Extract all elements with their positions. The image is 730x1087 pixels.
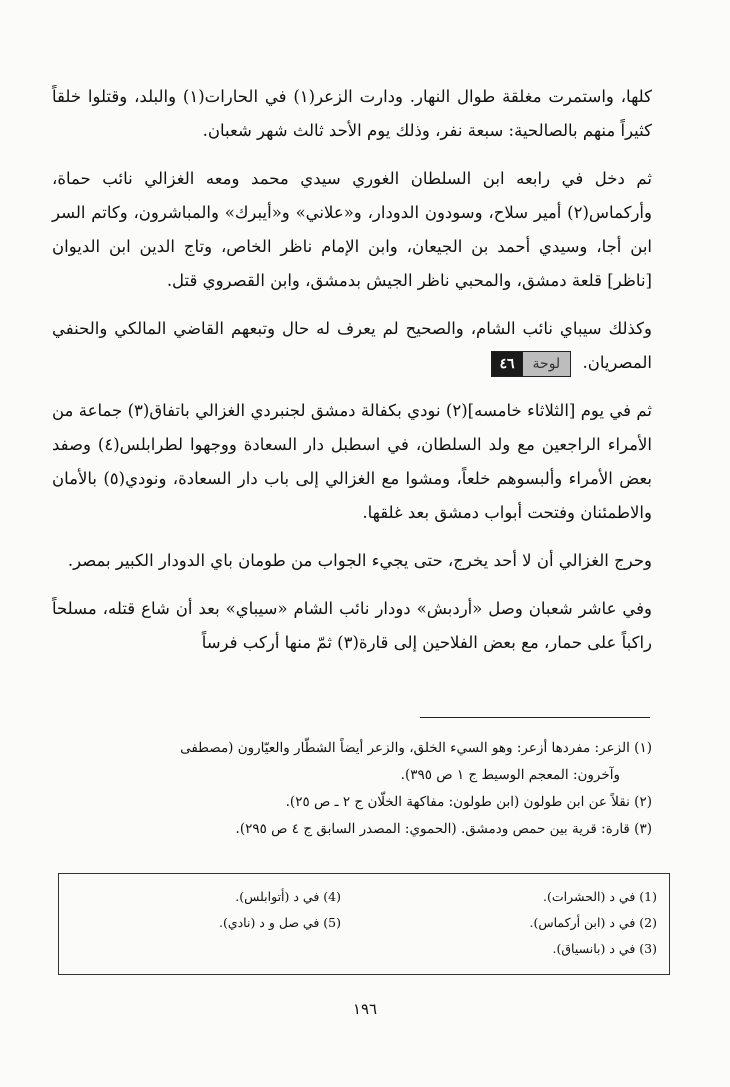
- variant-note: (2) في د (ابن أركماس).: [529, 915, 657, 930]
- variant-note: (4) في د (أتوابلس).: [235, 889, 341, 904]
- footnote-1: (١) الزعر: مفردها أزعر: وهو السيء الخلق، والزعر أيضاً الشطّار والعيّارون (مصطفى: [180, 740, 652, 756]
- footnote-divider: [420, 717, 650, 718]
- variant-note: (3) في د (بانسياق).: [552, 941, 657, 956]
- footnote-3: (٣) قارة: قرية بين حمص ودمشق. (الحموي: المصدر السابق ج ٤ ص ٢٩٥).: [235, 821, 652, 837]
- footnote-1-continued: وآخرون: المعجم الوسيط ج ١ ص ٣٩٥).: [400, 767, 620, 783]
- paragraph-2: ثم دخل في رابعه ابن السلطان الغوري سيدي محمد ومعه الغزالي نائب حماة، وأركماس(٢) أمير سلاح، وسودون الدودار، و«علاني» و«أيبرك» والمباشرون، وكاتم السر ابن أجا، وسيدي أحمد بن الجيعان، وابن الإمام ناظر الخاص، وتاج الدين ابن الديوان [ناظر] قلعة دمشق، والمحبي ناظر الجيش بدمشق، وابن القصروي قتل.: [52, 169, 652, 290]
- page-number: ١٩٦: [352, 1000, 378, 1018]
- paragraph-4: ثم في يوم [الثلاثاء خامسه](٢) نودي بكفالة دمشق لجنبردي الغزالي باتفاق(٣) جماعة من الأمراء الراجعين مع ولد السلطان، في اسطبل دار السعادة ووجهوا لطرابلس(٤) وصفد بعض الأمراء وألبسوهم خلعاً، ومشوا مع الغزالي إلى باب دار السعادة، ونودي(٥) بالأمان والاطمئنان وفتحت أبواب دمشق بعد غلقها.: [52, 401, 652, 522]
- plate-paragraph-text: وكذلك سيباي نائب الشام، والصحيح لم يعرف له حال وتبعهم القاضي المالكي والحنفي المصريان.: [52, 319, 652, 372]
- main-text: [52, 80, 652, 674]
- plate-label: لوحة: [522, 352, 571, 376]
- footnote-2: (٢) نقلاً عن ابن طولون (ابن طولون: مفاكهة الخلّان ج ٢ ـ ص ٢٥).: [285, 794, 652, 810]
- paragraph-1: كلها، واستمرت مغلقة طوال النهار. ودارت الزعر(١) في الحارات(١) والبلد، وقتلوا خلقاً كثيراً منهم بالصالحية: سبعة نفر، وذلك يوم الأحد ثالث شهر شعبان.: [52, 87, 652, 140]
- paragraph-5: وحرج الغزالي أن لا أحد يخرج، حتى يجيء الجواب من طومان باي الدودار الكبير بمصر.: [67, 551, 652, 570]
- plate-number: ٤٦: [492, 352, 521, 376]
- paragraph-6: وفي عاشر شعبان وصل «أردبش» دودار نائب الشام «سيباي» بعد أن شاع قتله، مسلحاً راكباً على حمار، مع بعض الفلاحين إلى قارة(٣) ثمّ منها أركب فرساً: [52, 599, 652, 652]
- variant-note: (1) في د (الحشرات).: [543, 889, 657, 904]
- variant-note: (5) في صل و د (نادي).: [218, 915, 341, 930]
- paragraph-3: [52, 312, 652, 380]
- plate-reference-badge: [491, 351, 571, 377]
- variants-left-column: [71, 884, 341, 936]
- footnotes: [52, 735, 652, 843]
- manuscript-variants-box: [58, 873, 670, 975]
- variants-right-column: [357, 884, 657, 962]
